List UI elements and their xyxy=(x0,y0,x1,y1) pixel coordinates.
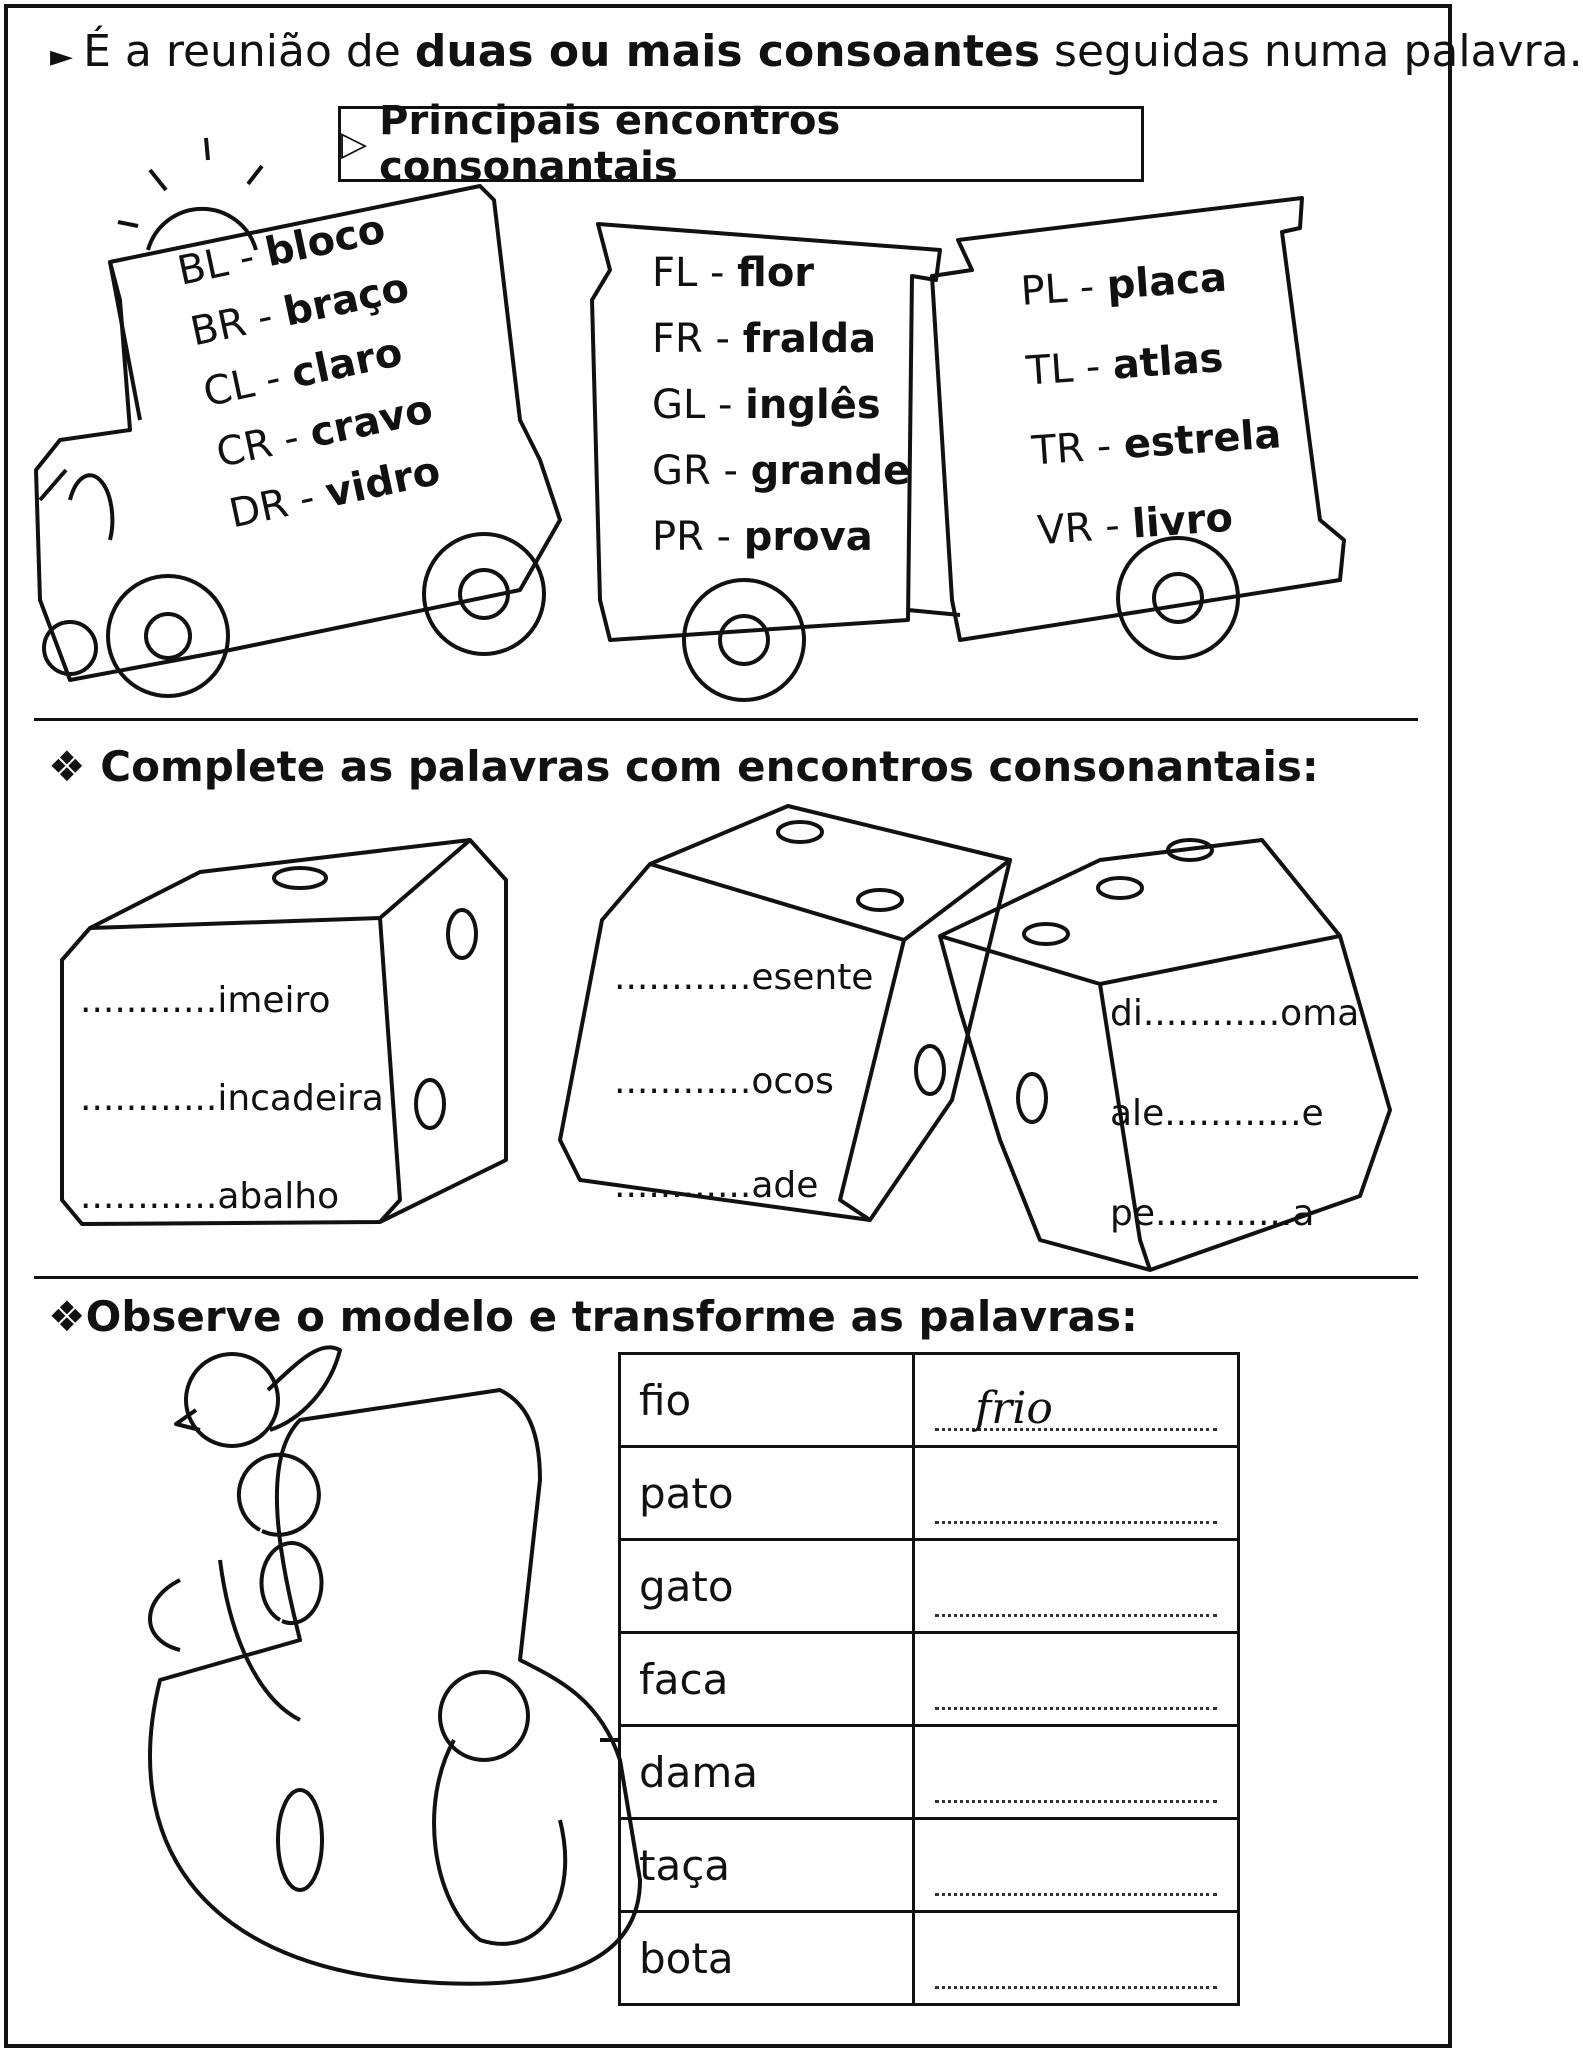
answer-cell[interactable] xyxy=(914,1726,1239,1819)
list-item: PL - placa xyxy=(1019,254,1229,315)
list-item: BR - braço xyxy=(186,264,413,356)
list-item: CR - cravo xyxy=(212,386,437,477)
answer-cell[interactable] xyxy=(914,1819,1239,1912)
blank-item[interactable]: di............oma xyxy=(1110,993,1360,1034)
truck-right-list xyxy=(1018,235,1289,572)
blank-item[interactable]: ale............e xyxy=(1110,1093,1324,1134)
answer-cell[interactable] xyxy=(914,1354,1239,1447)
list-item: GR - grande xyxy=(652,448,911,494)
blank-item[interactable]: ............incadeira xyxy=(80,1078,384,1119)
dice-2-text xyxy=(614,926,873,1238)
list-item: FL - flor xyxy=(652,250,815,296)
table-row xyxy=(620,1819,1239,1912)
dice-3-text xyxy=(1110,964,1359,1264)
blank-item[interactable]: ............imeiro xyxy=(80,980,331,1021)
diamond-cluster-icon: ❖ xyxy=(48,1292,86,1341)
arrow-right-icon: ► xyxy=(50,39,74,74)
dice-1-text xyxy=(80,952,384,1246)
table-row xyxy=(620,1912,1239,2005)
answer-cell[interactable] xyxy=(914,1447,1239,1540)
jug-drawing xyxy=(150,1390,640,1984)
blank-item[interactable]: ............ade xyxy=(614,1165,819,1206)
transform-table xyxy=(618,1352,1240,2006)
table-row xyxy=(620,1540,1239,1633)
list-item: CL - claro xyxy=(199,329,407,417)
intro-text-before: É a reunião de xyxy=(83,26,415,77)
divider-1 xyxy=(34,718,1418,721)
word-cell: dama xyxy=(620,1726,914,1819)
list-item: DR - vidro xyxy=(225,447,445,538)
intro-text-bold: duas ou mais consoantes xyxy=(414,26,1041,77)
word-cell: taça xyxy=(620,1819,914,1912)
blank-item[interactable]: pe............a xyxy=(1110,1193,1315,1234)
page-title: Principais encontros consonantais xyxy=(379,98,841,190)
list-item: TR - estrela xyxy=(1030,411,1283,475)
divider-2 xyxy=(34,1276,1418,1279)
section3-heading: ❖Observe o modelo e transforme as palavras: xyxy=(48,1292,1138,1341)
table-row xyxy=(620,1633,1239,1726)
word-cell: pato xyxy=(620,1447,914,1540)
blank-item[interactable]: ............abalho xyxy=(80,1176,340,1217)
word-cell: gato xyxy=(620,1540,914,1633)
truck-middle-list xyxy=(652,240,910,570)
triangle-outline-icon: ▷ xyxy=(341,124,368,164)
answer-cell[interactable] xyxy=(914,1912,1239,2005)
answer-text: frio xyxy=(975,1383,1053,1434)
list-item: PR - prova xyxy=(652,514,873,560)
list-item: TL - atlas xyxy=(1024,335,1225,395)
answer-cell[interactable] xyxy=(914,1540,1239,1633)
diamond-cluster-icon: ❖ xyxy=(48,742,101,791)
table-row xyxy=(620,1726,1239,1819)
word-cell: fio xyxy=(620,1354,914,1447)
intro-text-after: seguidas numa palavra. xyxy=(1040,26,1583,77)
word-cell: bota xyxy=(620,1912,914,2005)
section2-heading: ❖ Complete as palavras com encontros consonantais: xyxy=(48,742,1319,791)
table-row xyxy=(620,1354,1239,1447)
blank-item[interactable]: ............esente xyxy=(614,957,874,998)
blank-item[interactable]: ............ocos xyxy=(614,1061,834,1102)
list-item: GL - inglês xyxy=(652,382,881,428)
list-item: FR - fralda xyxy=(652,316,877,362)
word-cell: faca xyxy=(620,1633,914,1726)
answer-cell[interactable] xyxy=(914,1633,1239,1726)
list-item: BL - bloco xyxy=(173,206,390,295)
list-item: VR - livro xyxy=(1035,494,1235,555)
table-row xyxy=(620,1447,1239,1540)
